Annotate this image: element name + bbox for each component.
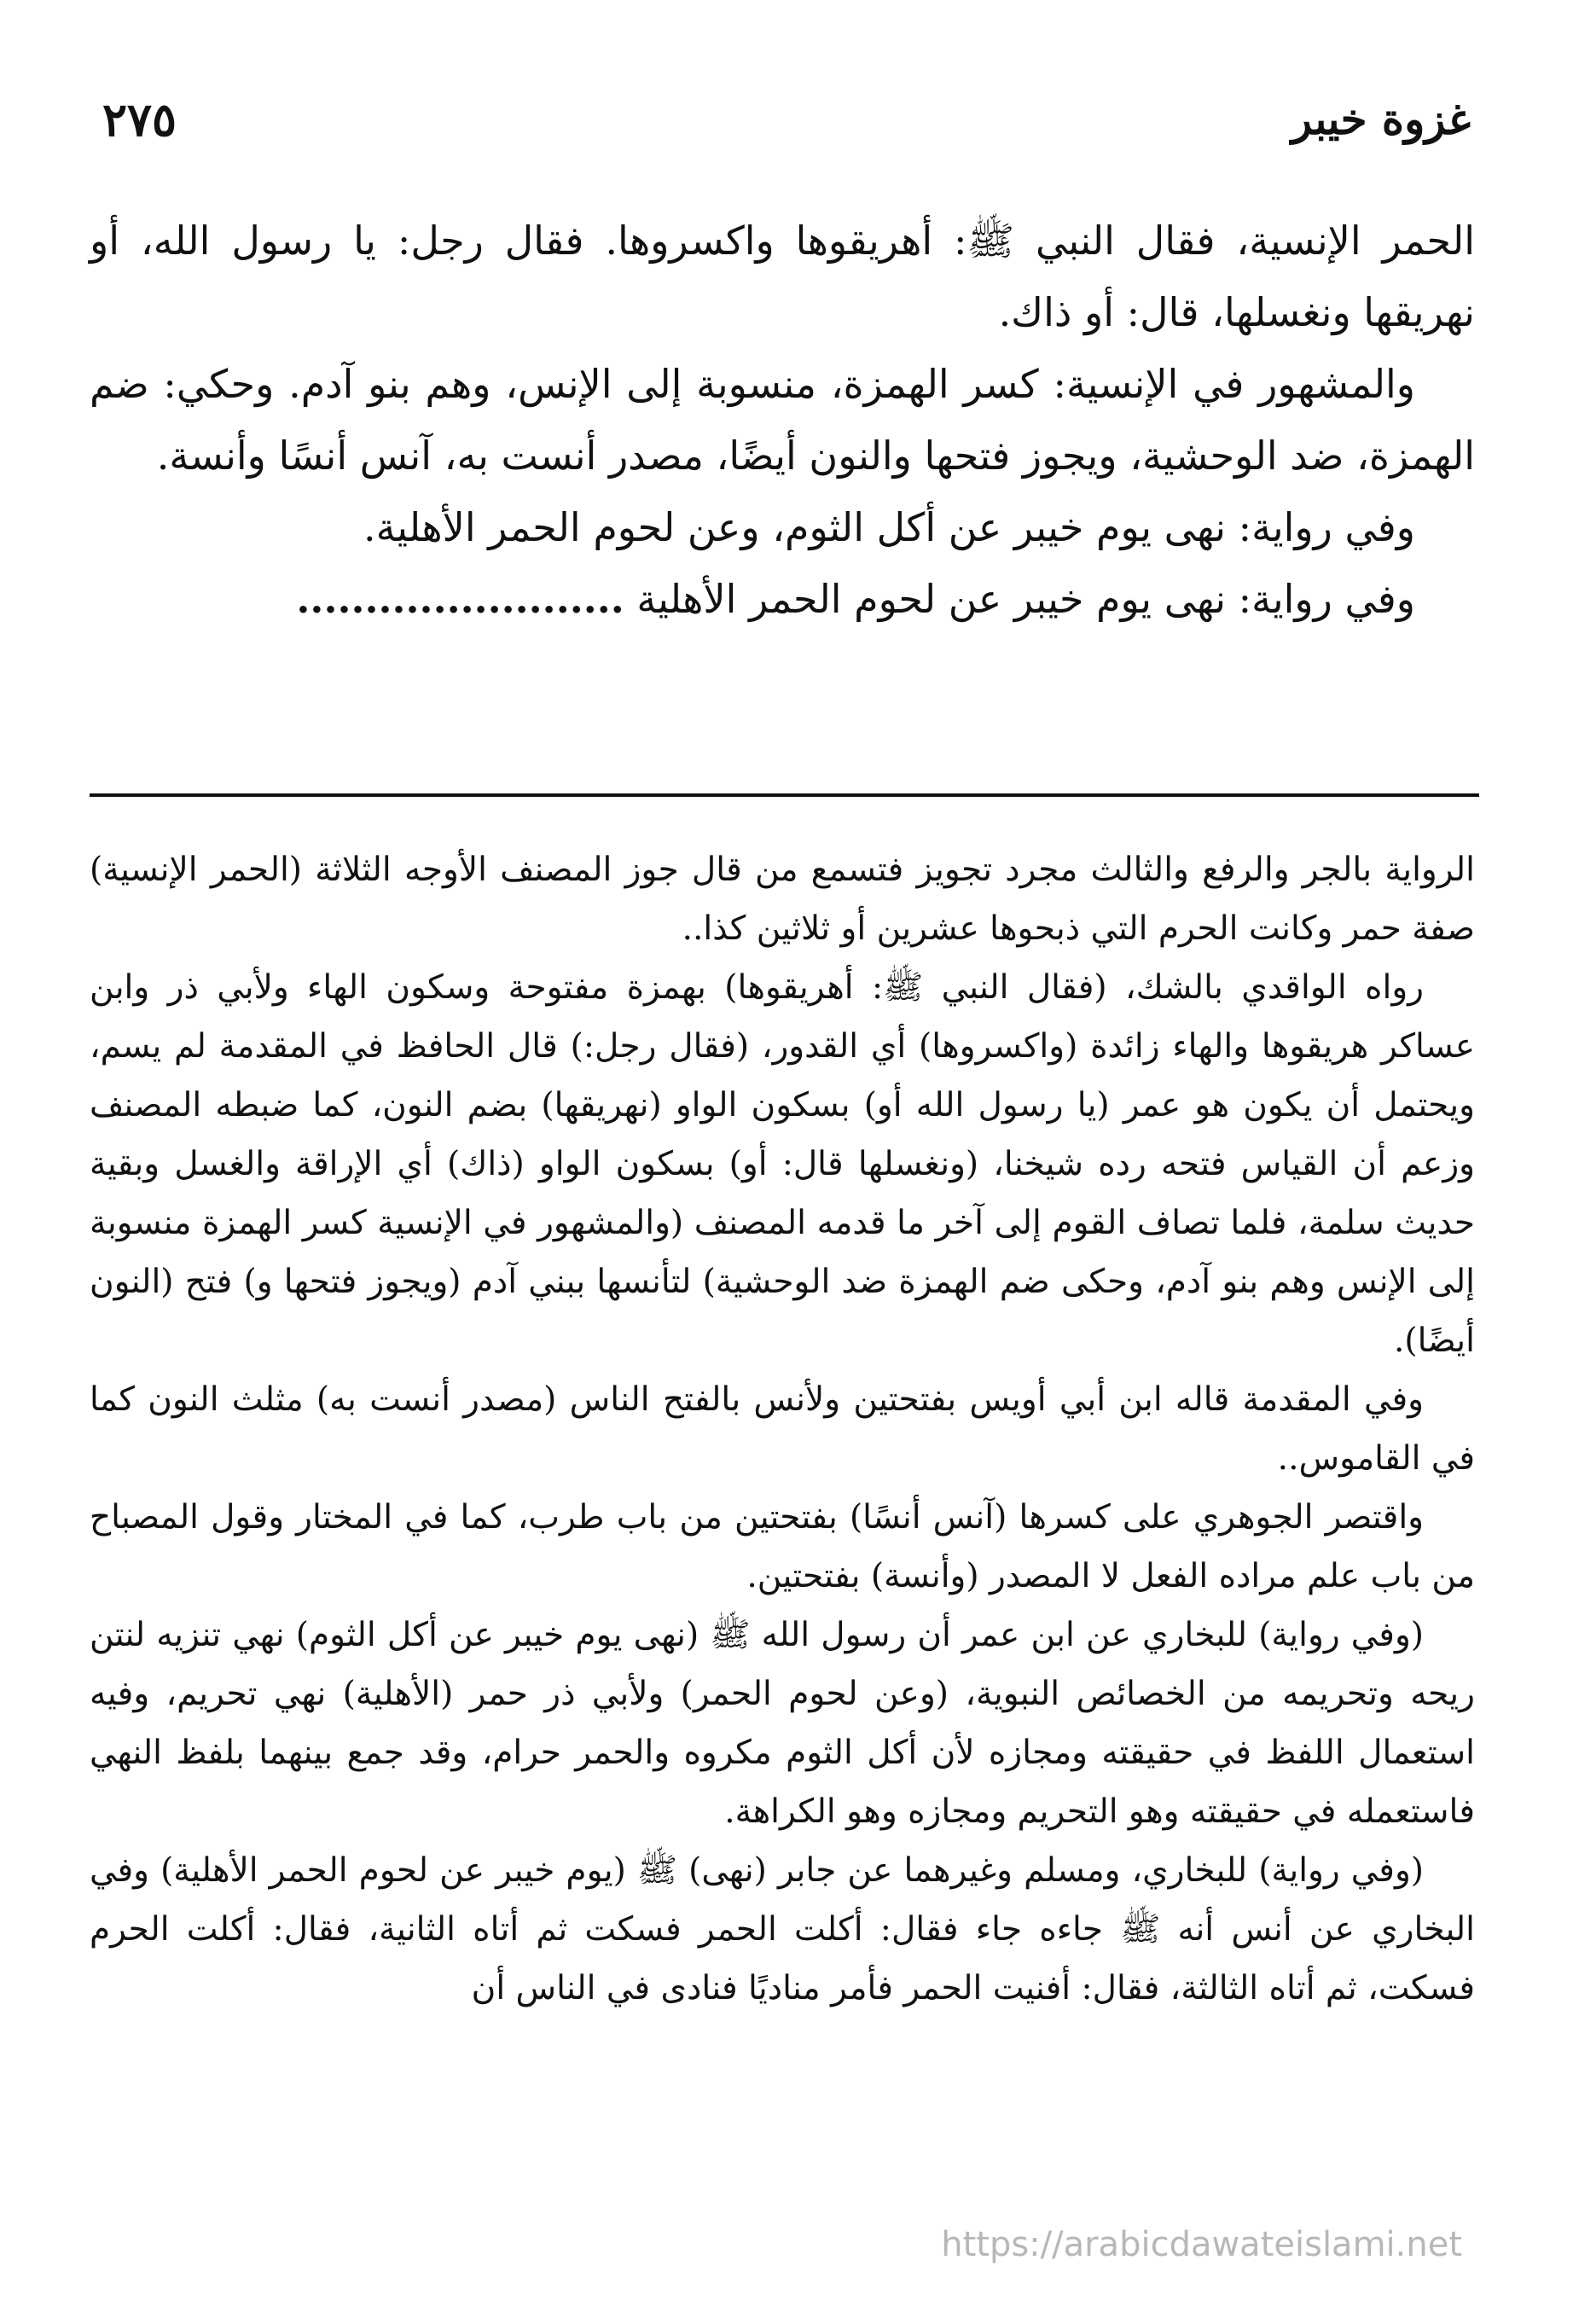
commentary-paragraph: واقتصر الجوهري على كسرها (آنس أنسًا) بفتحتين من باب طرب، كما في المختار وقول المصباح من باب علم مراده الفعل لا المصدر (وأنسة) بفتحتين. [90,1498,1475,1595]
main-text-block [90,205,1475,635]
main-paragraph: والمشهور في الإنسية: كسر الهمزة، منسوبة إلى الإنس، وهم بنو آدم. وحكي: ضم الهمزة، ضد الوحشية، ويجوز فتحها والنون أيضًا، مصدر أنست به، آنس أنسًا وأنسة. [90,361,1475,479]
ellipsis-dots: ........................ [296,576,624,622]
page-number: ٢٧٥ [102,92,177,147]
main-paragraph-text: وفي رواية: نهى يوم خيبر عن لحوم الحمر الأهلية [636,576,1415,622]
chapter-title: غزوة خيبر [1291,94,1471,144]
commentary-paragraph: رواه الواقدي بالشك، (فقال النبي ﷺ: أهريقوها) بهمزة مفتوحة وسكون الهاء ولأبي ذر وابن عساكر هريقوها والهاء زائدة (واكسروها) أي القدور، (فقال رجل:) قال الحافظ في المقدمة لم يسم، ويحتمل أن يكون هو عمر (يا رسول الله أو) بسكون الواو (نهريقها) بضم النون، كما ضبطه المصنف وزعم أن القياس فتحه رده شيخنا، (ونغسلها قال: أو) بسكون الواو (ذاك) أي الإراقة والغسل وبقية حديث سلمة، فلما تصاف القوم إلى آخر ما قدمه المصنف (والمشهور في الإنسية كسر الهمزة منسوبة إلى الإنس وهم بنو آدم، وحكى ضم الهمزة ضد الوحشية) لتأنسها ببني آدم (ويجوز فتحها و) فتح (النون أيضًا). [90,968,1475,1360]
commentary-paragraph: الرواية بالجر والرفع والثالث مجرد تجويز فتسمع من قال جوز المصنف الأوجه الثلاثة (الحمر الإنسية) صفة حمر وكانت الحرم التي ذبحوها عشرين أو ثلاثين كذا.. [90,851,1475,948]
main-paragraph: الحمر الإنسية، فقال النبي ﷺ: أهريقوها واكسروها. فقال رجل: يا رسول الله، أو نهريقها ونغسلها، قال: أو ذاك. [90,218,1476,335]
main-paragraph [90,563,1475,635]
commentary-paragraph: (وفي رواية) للبخاري، ومسلم وغيرهما عن جابر (نهى) ﷺ (يوم خيبر عن لحوم الحمر الأهلية) وفي البخاري عن أنس أنه ﷺ جاءه جاء فقال: أكلت الحمر فسكت ثم أتاه الثانية، فقال: أكلت الحرم فسكت، ثم أتاه الثالثة، فقال: أفنيت الحمر فأمر مناديًا فنادى في الناس أن [90,1851,1475,2007]
commentary-block [90,840,1475,2018]
commentary-paragraph: وفي المقدمة قاله ابن أبي أويس بفتحتين ولأنس بالفتح الناس (مصدر أنست به) مثلث النون كما في القاموس.. [90,1380,1475,1478]
commentary-paragraph: (وفي رواية) للبخاري عن ابن عمر أن رسول الله ﷺ (نهى يوم خيبر عن أكل الثوم) نهي تنزيه لنتن ريحه وتحريمه من الخصائص النبوية، (وعن لحوم الحمر) ولأبي ذر حمر (الأهلية) نهي تحريم، وفيه استعمال اللفظ في حقيقته ومجازه لأن أكل الثوم مكروه والحمر حرام، وقد جمع بينهما بلفظ النهي فاستعمله في حقيقته وهو التحريم ومجازه وهو الكراهة. [90,1616,1475,1831]
page-header [85,85,1488,154]
watermark-url: https://arabicdawateislami.net [941,2225,1462,2264]
main-paragraph: وفي رواية: نهى يوم خيبر عن أكل الثوم، وعن لحوم الحمر الأهلية. [363,504,1415,550]
section-divider [90,793,1479,797]
